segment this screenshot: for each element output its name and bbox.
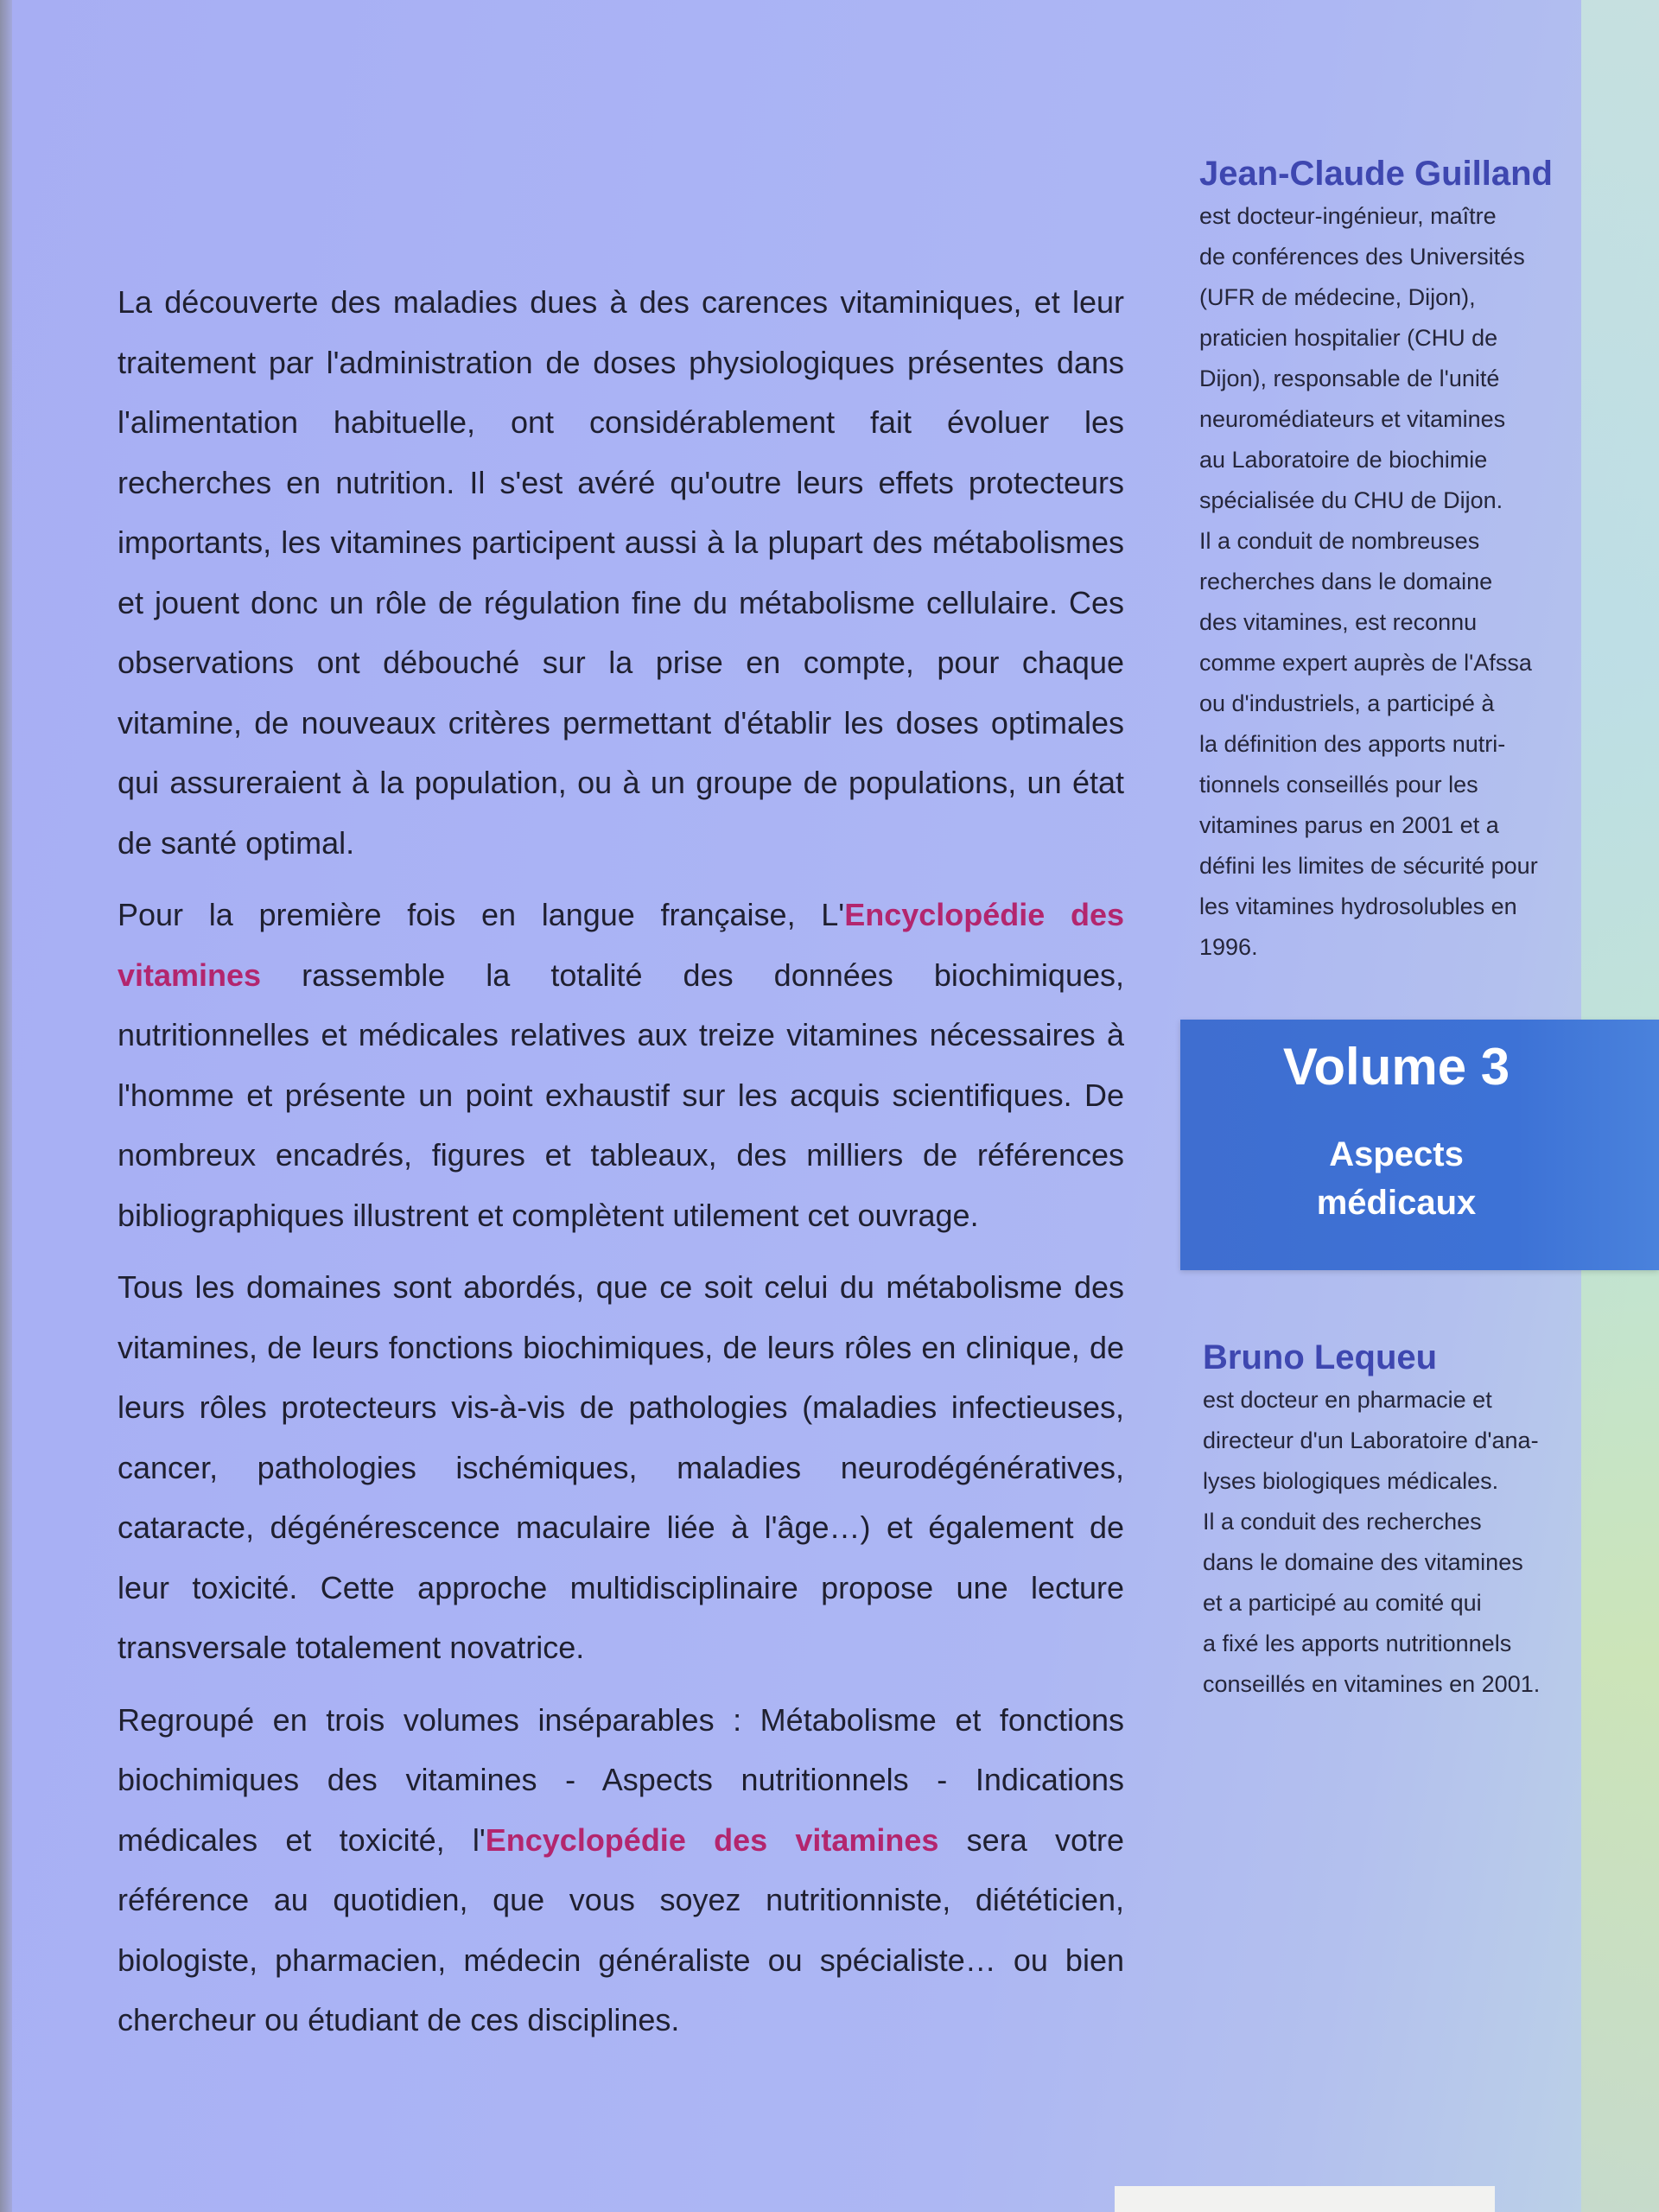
isbn-label-strip bbox=[1115, 2186, 1495, 2212]
paragraph-4-text-end: sera votre référence au quotidien, que vous soyez nutritionniste, diététicien, biologiste, pharmacien, médecin généraliste ou spécialiste… ou bien chercheur ou étudiant de ces disciplines. bbox=[118, 1821, 1124, 2037]
paragraph-1-text: La découverte des maladies dues à des carences vitaminiques, et leur traitement par l'administration de doses physiologiques présentes dans l'alimentation habituelle, ont considérablement fait évoluer les recherches en nutrition. Il s'est avéré qu'outre leurs effets protecteurs importants, les vitamines participent aussi à la plupart des métabolismes et jouent donc un rôle de régulation fine du métabolisme cellulaire. Ces observations ont débouché sur la prise en compte, pour chaque vitamine, de nouveaux critères permettant d'établir les doses optimales qui assureraient à la population, ou à un groupe de populations, un état de santé optimal. bbox=[118, 284, 1124, 861]
volume-title: Volume 3 bbox=[1282, 1038, 1510, 1096]
paragraph-3-text: Tous les domaines sont abordés, que ce soit celui du métabolisme des vitamines, de leurs fonctions biochimiques, de leurs rôles en clinique, de leurs rôles protecteurs vis-à-vis de pathologies (maladies infectieuses, cancer, pathologies ischémiques, maladies neurodégénératives, cataracte, dégénérescence maculaire liée à l'âge…) et également de leur toxicité. Cette approche multidisciplinaire propose une lecture transversale totalement novatrice. bbox=[118, 1269, 1124, 1665]
cover-left-edge bbox=[0, 0, 12, 2212]
author-2-bio: est docteur en pharmacie et directeur d'un Laboratoire d'ana- lyses biologiques médicales. Il a conduit des recherches dans le domaine des vitamines et a participé au comité qui a fixé les apports nutritionnels conseillés en vitamines en 2001. bbox=[1203, 1387, 1541, 1697]
encyclopedia-title-highlight: Encyclopédie des vitamines bbox=[118, 897, 1125, 993]
description-paragraph-2 bbox=[118, 885, 1124, 1245]
volume-subtitle-line-2: médicaux bbox=[1316, 1184, 1477, 1222]
volume-subtitle-line-1: Aspects bbox=[1329, 1135, 1464, 1173]
encyclopedia-title-highlight: Encyclopédie des vitamines bbox=[485, 1821, 939, 1858]
author-2-name: Bruno Lequeu bbox=[1203, 1338, 1438, 1376]
volume-subtitle bbox=[1180, 1130, 1612, 1227]
author-1-name: Jean-Claude Guilland bbox=[1199, 155, 1553, 193]
paragraph-2-text-start: Pour la première fois en langue française, L' bbox=[118, 897, 845, 932]
paragraph-2-text-end: rassemble la totalité des données biochimiques, nutritionnelles et médicales relatives aux treize vitamines nécessaires à l'homme et présente un point exhaustif sur les acquis scientifiques. De nombreux encadrés, figures et tableaux, des milliers de références bibliographiques illustrent et complètent utilement cet ouvrage. bbox=[118, 957, 1124, 1233]
volume-badge bbox=[1180, 1020, 1659, 1270]
description-paragraph-4 bbox=[118, 1690, 1124, 2050]
paragraph-4-text-start: Regroupé en trois volumes inséparables : Métabolisme et fonctions biochimiques des vitamines - Aspects nutritionnels - Indications médicales et toxicité, l' bbox=[118, 1701, 1124, 1858]
author-1-block bbox=[1199, 151, 1597, 968]
back-cover-description bbox=[118, 272, 1124, 2063]
author-2-block bbox=[1203, 1335, 1600, 1705]
description-paragraph-1 bbox=[118, 272, 1124, 873]
description-paragraph-3 bbox=[118, 1257, 1124, 1678]
author-1-bio: est docteur-ingénieur, maître de conférences des Universités (UFR de médecine, Dijon), praticien hospitalier (CHU de Dijon), responsable de l'unité neuromédiateurs et vitamines au Laboratoire de biochimie spécialisée du CHU de Dijon. Il a conduit de nombreuses recherches dans le domaine des vitamines, est reconnu comme expert auprès de l'Afssa ou d'industriels, a participé à la définition des apports nutri- tionnels conseillés pour les vitamines parus en 2001 et a défini les limites de sécurité pour les vitamines hydrosolubles en 1996. bbox=[1199, 203, 1538, 960]
